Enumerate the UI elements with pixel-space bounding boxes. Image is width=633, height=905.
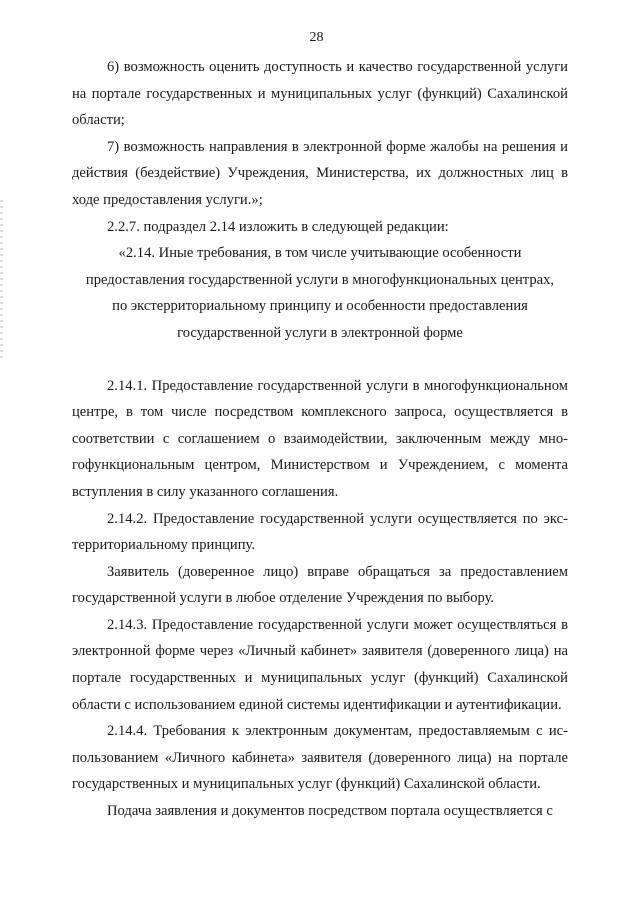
document-body xyxy=(72,54,568,825)
scan-edge-artifact xyxy=(0,200,3,360)
page-number: 28 xyxy=(309,30,324,45)
paragraph-applicant: Заявитель (доверенное лицо) вправе обращаться за предоставлением государственной услуги в любое отделение Учреждения по выбору. xyxy=(72,563,568,607)
paragraph-2-14-1: 2.14.1. Предоставление государственной услуги в многофункциональном центре, в том числе посредством комплексного запроса, осуществляется в соответствии с соглашением о взаимодействии, заключенным между многофункциональным центром, Министерством и Учреждением, с момента вступления в силу указанного соглашения. xyxy=(72,377,568,500)
paragraph-2-14-3: 2.14.3. Предоставление государственной услуги может осуществляться в электронной форме через «Личный кабинет» заявителя (доверенного лица) на портале государственных и муниципальных услуг (функций) Сахалинской области с использованием единой системы идентификации и аутентификации. xyxy=(72,616,568,713)
section-heading-2-14: «2.14. Иные требования, в том числе учитывающие особенности предоставления государственной услуги в многофункциональных центрах, по экстерриториальному принципу и особенности предоставления государственной услуги в электронной форме xyxy=(85,245,555,341)
paragraph-2-14-2: 2.14.2. Предоставление государственной услуги осуществляется по экстерриториальному принципу. xyxy=(72,510,568,554)
clause-2-2-7: 2.2.7. подраздел 2.14 изложить в следующей редакции: xyxy=(107,218,449,235)
section-gap xyxy=(72,347,568,373)
list-item-6: 6) возможность оценить доступность и качество государственной услуги на портале государственных и муниципальных услуг (функций) Сахалинской области; xyxy=(72,59,568,129)
list-item-7: 7) возможность направления в электронной форме жалобы на решения и действия (бездействие) Учреждения, Министерства, их должностных лиц в ходе предоставления услуги.»; xyxy=(72,138,568,208)
paragraph-2-14-4: 2.14.4. Требования к электронным документам, предоставляемым с использованием «Личного кабинета» заявителя (доверенного лица) на портале государственных и муниципальных услуг (функций) Сахалинской области. xyxy=(72,723,568,793)
paragraph-submission: Подача заявления и документов посредством портала осуществляется с xyxy=(107,803,553,820)
